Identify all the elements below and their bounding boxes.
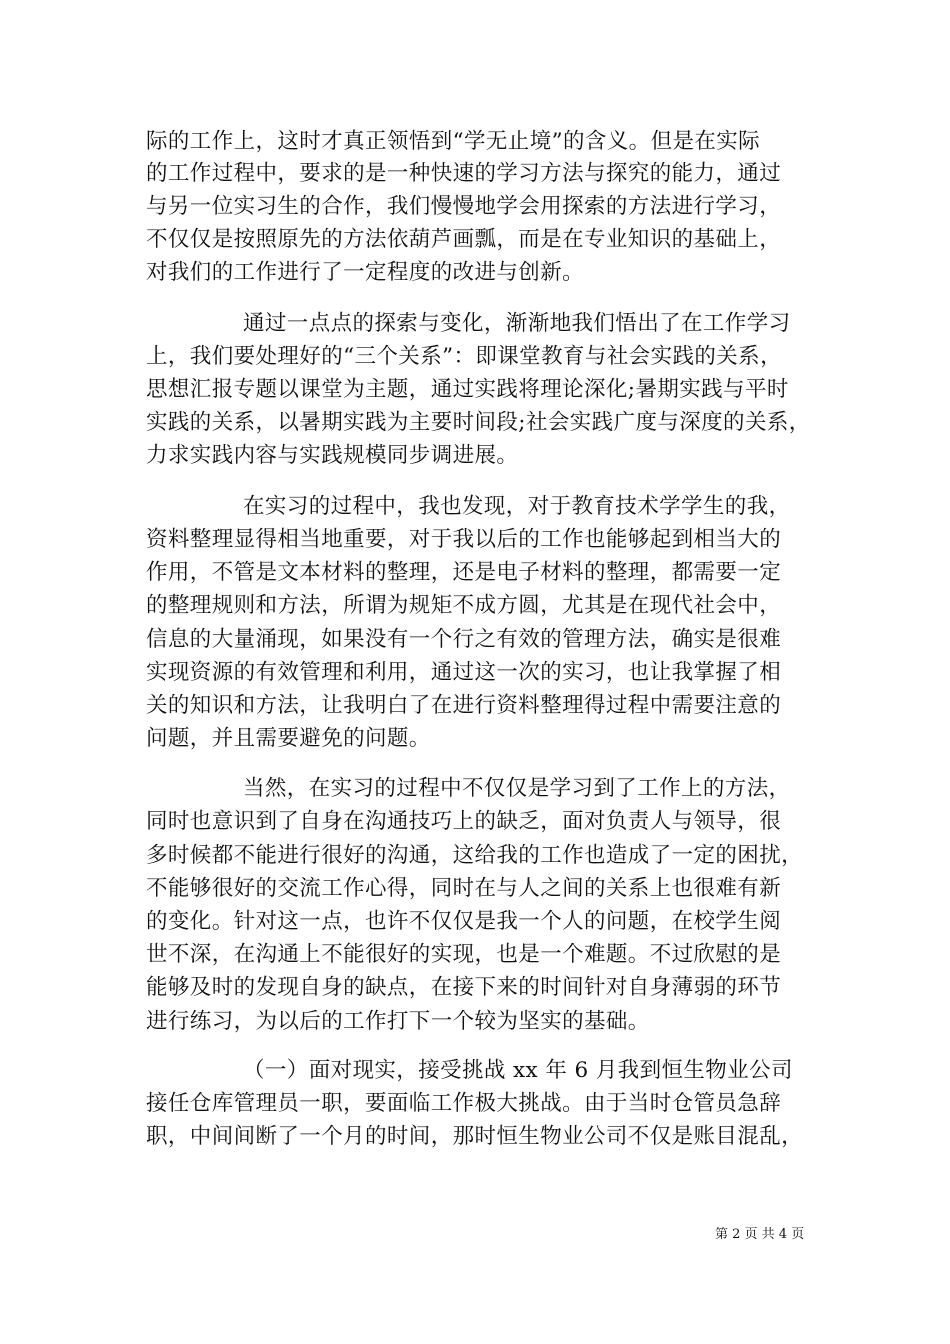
text-line: 作用，不管是文本材料的整理，还是电子材料的整理，都需要一定 xyxy=(146,560,782,585)
text-line: 不仅仅是按照原先的方法依葫芦画瓢，而是在专业知识的基础上， xyxy=(146,227,782,252)
text-line: 多时候都不能进行很好的沟通，这给我的工作也造成了一定的困扰， xyxy=(146,843,804,868)
text-line: 问题，并且需要避免的问题。 xyxy=(146,726,431,751)
paragraph-first-line: 在实习的过程中，我也发现，对于教育技术学学生的我， xyxy=(243,494,791,519)
text-line: 上，我们要处理好的“三个关系”：即课堂教育与社会实践的关系， xyxy=(146,344,782,369)
text-line: 信息的大量涌现，如果没有一个行之有效的管理方法，确实是很难 xyxy=(146,627,782,652)
text-line: 力求实践内容与实践规模同步调进展。 xyxy=(146,443,519,468)
text-line: 思想汇报专题以课堂为主题，通过实践将理论深化;暑期实践与平时 xyxy=(146,377,789,402)
paragraph-first-line: 当然，在实习的过程中不仅仅是学习到了工作上的方法， xyxy=(243,776,791,801)
text-line: 实践的关系，以暑期实践为主要时间段;社会实践广度与深度的关系， xyxy=(146,410,811,435)
text-line: 际的工作上，这时才真正领悟到“学无止境”的含义。但是在实际 xyxy=(146,129,761,154)
text-line: 关的知识和方法，让我明白了在进行资料整理得过程中需要注意的 xyxy=(146,693,782,718)
text-line: 世不深，在沟通上不能很好的实现，也是一个难题。不过欣慰的是 xyxy=(146,942,782,967)
text-line: 不能够很好的交流工作心得，同时在与人之间的关系上也很难有新 xyxy=(146,876,782,901)
page-number-footer: 第 2 页 共 4 页 xyxy=(715,1227,805,1242)
paragraph-first-line: （一）面对现实，接受挑战 xx 年 6 月我到恒生物业公司 xyxy=(243,1058,793,1083)
text-line: 接任仓库管理员一职，要面临工作极大挑战。由于当时仓管员急辞 xyxy=(146,1091,782,1116)
text-line: 进行练习，为以后的工作打下一个较为坚实的基础。 xyxy=(146,1009,650,1034)
text-line: 与另一位实习生的合作，我们慢慢地学会用探索的方法进行学习， xyxy=(146,194,782,219)
text-line: 实现资源的有效管理和利用，通过这一次的实习，也让我掌握了相 xyxy=(146,660,782,685)
text-line: 的整理规则和方法，所谓为规矩不成方圆，尤其是在现代社会中， xyxy=(146,593,782,618)
text-line: 职，中间间断了一个月的时间，那时恒生物业公司不仅是账目混乱， xyxy=(146,1124,804,1149)
text-line: 资料整理显得相当地重要，对于我以后的工作也能够起到相当大的 xyxy=(146,527,782,552)
text-line: 同时也意识到了自身在沟通技巧上的缺乏，面对负责人与领导，很 xyxy=(146,809,782,834)
text-line: 的变化。针对这一点，也许不仅仅是我一个人的问题，在校学生阅 xyxy=(146,909,782,934)
paragraph-first-line: 通过一点点的探索与变化，渐渐地我们悟出了在工作学习 xyxy=(243,311,791,336)
text-line: 对我们的工作进行了一定程度的改进与创新。 xyxy=(146,260,585,285)
text-line: 的工作过程中，要求的是一种快速的学习方法与探究的能力，通过 xyxy=(146,161,782,186)
text-line: 能够及时的发现自身的缺点，在接下来的时间针对自身薄弱的环节 xyxy=(146,975,782,1000)
